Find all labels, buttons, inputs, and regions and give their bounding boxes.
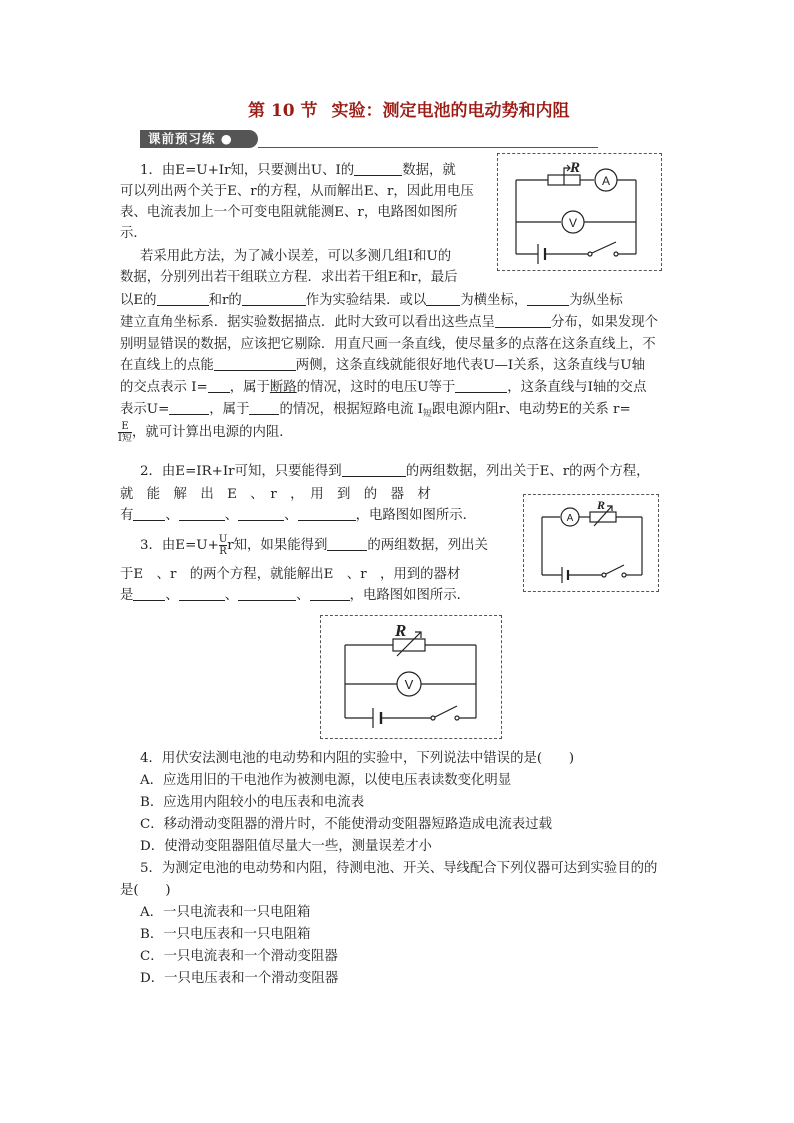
q5-option-c: C．一只电流表和一个滑动变阻器 (140, 949, 338, 964)
p3-line3: 是 、 、 、 ，电路图如图所示． (120, 588, 471, 603)
resistor-label: R (395, 621, 407, 640)
voltmeter-label: V (568, 216, 578, 230)
q5-option-a: A．一只电流表和一只电阻箱 (140, 905, 311, 920)
q5-stem-line2: 是( ) (120, 883, 171, 898)
q4-option-a: A．应选用旧的干电池作为被测电源，以使电压表读数变化明显 (140, 773, 512, 788)
ammeter-label: A (601, 174, 611, 188)
ammeter-label: A (566, 513, 574, 524)
preview-tag: 课前预习练 ● (140, 130, 258, 148)
p1-line5: 若采用此方法，为了减小误差，可以多测几组I和U的 (140, 249, 452, 264)
page-title: 第 10 节 实验：测定电池的电动势和内阻 (248, 101, 570, 121)
p1-line11: 的交点表示 I= ，属于断路的情况，这时的电压U等于 ，这条直线与I轴的交点 (120, 380, 647, 395)
voltmeter-label: V (404, 677, 414, 692)
p2-line1: 2．由E=IR+Ir可知，只要能得到 的两组数据，列出关于E、r的两个方程， (140, 464, 650, 479)
p1-line2: 可以列出两个关于E、r的方程，从而解出E、r，因此用电压 (120, 184, 474, 199)
p1-line10: 在直线上的点能 两侧，这条直线就能很好地代表U—I关系，这条直线与U轴 (120, 358, 645, 373)
blank (354, 161, 402, 176)
q4-option-d: D．使滑动变阻器阻值尽量大一些，测量误差才小 (140, 839, 432, 854)
p1-line6: 数据，分别列出若干组联立方程．求出若干组E和r，最后 (120, 270, 458, 285)
p2-line3: 有 、 、 、 ，电路图如图所示． (120, 508, 477, 523)
q4-option-b: B．应选用内阻较小的电压表和电流表 (140, 795, 365, 810)
p1-line7: 以E的 和r的 作为实验结果．或以 为横坐标， 为纵坐标 (120, 293, 623, 308)
q5-stem-line1: 5．为测定电池的电动势和内阻，待测电池、开关、导线配合下列仪器可达到实验目的的 (140, 861, 658, 876)
p1-line8: 建立直角坐标系．据实验数据描点．此时大致可以看出这些点呈 分布，如果发现个 (120, 315, 659, 330)
circuit-diagram-2 (523, 494, 659, 592)
q5-option-d: D．一只电压表和一个滑动变阻器 (140, 971, 339, 986)
circuit-svg-1 (498, 154, 663, 272)
p1-line4: 示． (120, 226, 147, 241)
p1-line3: 表、电流表加上一个可变电阻就能测E、r，电路图如图所 (120, 205, 458, 220)
resistor-label: R (570, 160, 581, 176)
fraction-e-over-ishort: $\frac{E}{\text{I短}}$ (118, 421, 132, 444)
section-rule (258, 147, 598, 148)
p1-line9: 别明显错误的数据，应该把它剔除．用直尺画一条直线，使尽量多的点落在这条直线上，不 (120, 337, 656, 352)
p3-line2: 于E 、r 的两个方程，就能解出E 、r ，用到的器材 (120, 567, 461, 582)
p1-line12: 表示U= ，属于 的情况，根据短路电流 $I_短$跟电源内阻r、电动势E的关系 r= (120, 402, 631, 419)
circuit-svg-2 (524, 495, 660, 593)
q4-option-c: C．移动滑动变阻器的滑片时，不能使滑动变阻器短路造成电流表过载 (140, 817, 552, 832)
q5-option-b: B．一只电压表和一只电阻箱 (140, 927, 311, 942)
circuit-svg-3 (321, 616, 503, 740)
circuit-diagram-3 (320, 615, 502, 739)
q4-stem: 4．用伏安法测电池的电动势和内阻的实验中，下列说法中错误的是( ) (140, 751, 575, 766)
circuit-diagram-1 (497, 153, 662, 271)
fraction-u-over-r: $\frac{U}{R}$ (218, 534, 228, 557)
resistor-label: R (597, 498, 606, 512)
p1-line1: 1．由E=U+Ir知，只要测出U、I的 数据，就 (140, 163, 456, 178)
p2-line2: 就 能 解 出 E 、 r ， 用 到 的 器 材 (120, 487, 431, 502)
p3-line1: 3．由E=U+ $\frac{U}{R}$ r知，如果能得到 的两组数据，列出关 (140, 534, 488, 557)
p1-line13: $\frac{E}{\text{I短}}$ ，就可计算出电源的内阻． (118, 421, 293, 444)
